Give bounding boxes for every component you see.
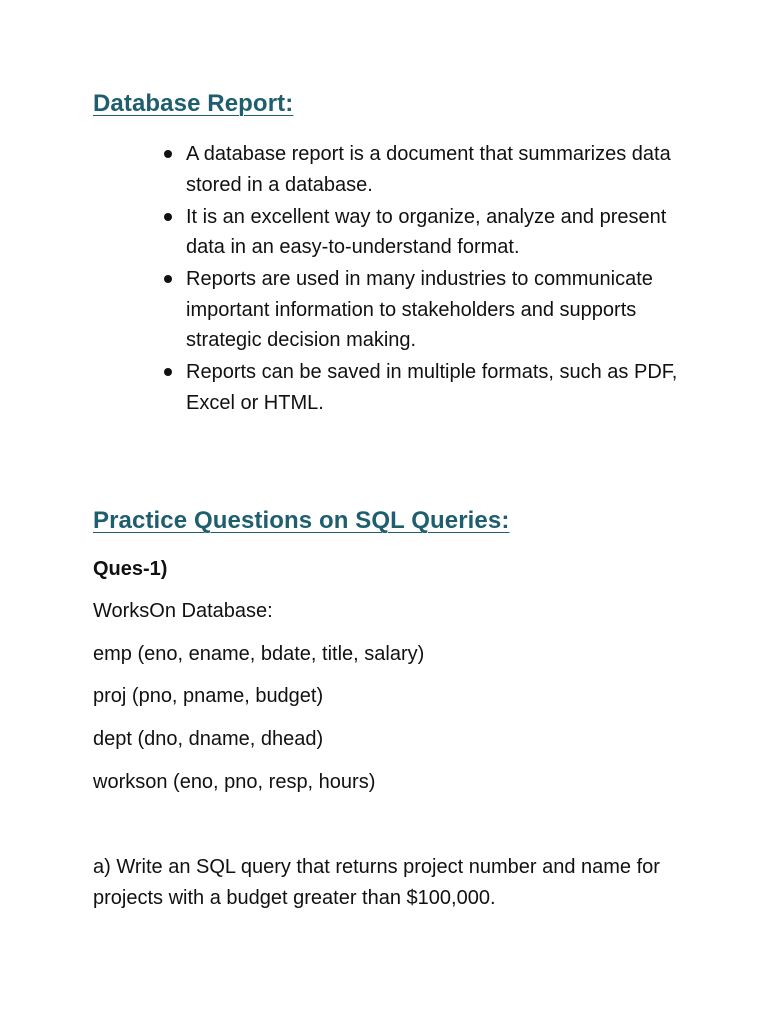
database-report-heading: Database Report:: [93, 90, 294, 117]
schema-emp: emp (eno, ename, bdate, title, salary): [93, 643, 425, 665]
bullet-icon: [164, 275, 172, 283]
schema-dept: dept (dno, dname, dhead): [93, 728, 324, 750]
practice-questions-heading: Practice Questions on SQL Queries:: [93, 507, 510, 534]
bullet-text: A database report is a document that summarizes data stored in a database.: [186, 143, 671, 196]
bullet-text: Reports can be saved in multiple formats, such as PDF, Excel or HTML.: [186, 361, 678, 414]
database-report-bullet-list: [186, 139, 686, 420]
database-name: WorksOn Database:: [93, 600, 273, 622]
bullet-item: [186, 357, 686, 418]
bullet-text: Reports are used in many industries to communicate important information to stakeholders and supports strategic decision making.: [186, 268, 653, 351]
question-label: Ques-1): [93, 558, 168, 580]
bullet-text: It is an excellent way to organize, analyze and present data in an easy-to-understand format.: [186, 205, 667, 258]
bullet-item: [186, 264, 686, 356]
schema-proj: proj (pno, pname, budget): [93, 685, 324, 707]
bullet-icon: [164, 368, 172, 376]
schema-workson: workson (eno, pno, resp, hours): [93, 771, 376, 793]
bullet-icon: [164, 150, 172, 158]
bullet-icon: [164, 213, 172, 221]
bullet-item: [186, 139, 686, 200]
question-a-text: a) Write an SQL query that returns project number and name for projects with a budget greater than $100,000.: [93, 856, 660, 909]
bullet-item: [186, 202, 686, 263]
